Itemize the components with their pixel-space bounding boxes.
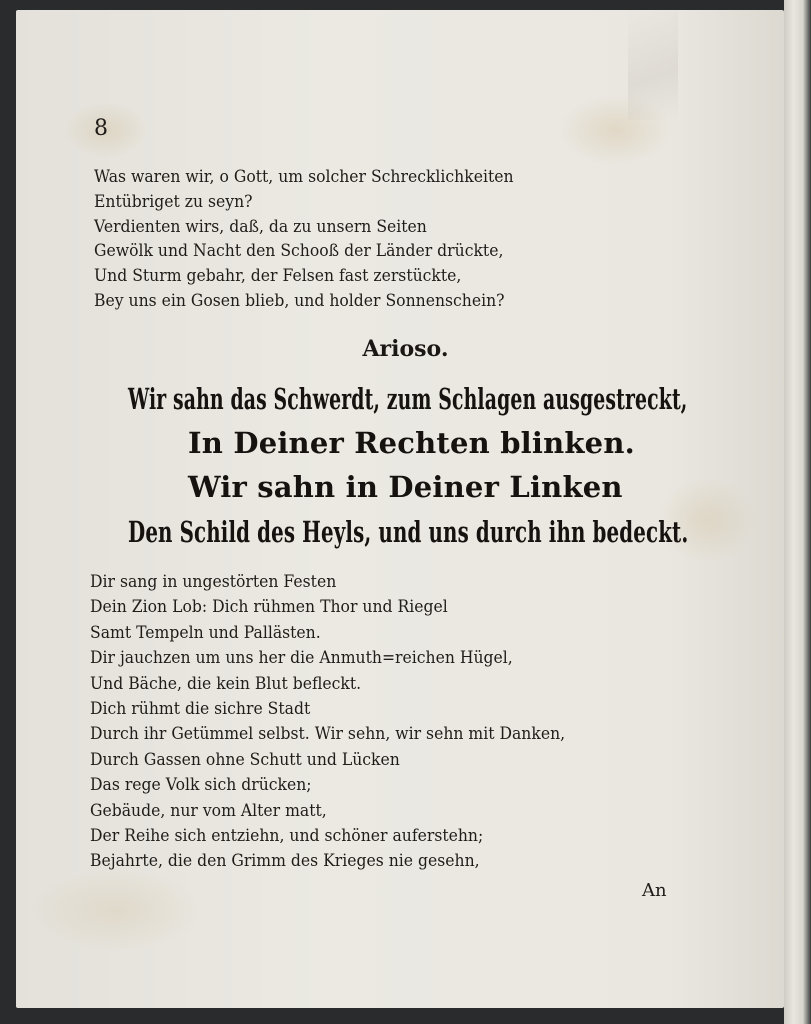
- book-spine: [784, 0, 811, 1024]
- verse-line: Das rege Volk sich drücken;: [90, 775, 312, 796]
- arioso-line: Wir sahn in Deiner Linken: [188, 470, 623, 504]
- verse-line: Dein Zion Lob: Dich rühmen Thor und Riegel: [90, 597, 448, 618]
- verse-line: Der Reihe sich entziehn, und schöner auferstehn;: [90, 825, 484, 846]
- verse-line: Dir sang in ungestörten Festen: [90, 572, 337, 592]
- verse-line: Und Sturm gebahr, der Felsen fast zerstückte,: [94, 266, 462, 287]
- verse-line: Dir jauchzen um uns her die Anmuth=reichen Hügel,: [90, 648, 513, 669]
- verse-line: Durch ihr Getümmel selbst. Wir sehn, wir sehn mit Danken,: [90, 724, 566, 745]
- page-fold-shadow: [628, 10, 678, 120]
- verse-line: Verdienten wirs, daß, da zu unsern Seiten: [94, 216, 427, 237]
- arioso-line: Wir sahn das Schwerdt, zum Schlagen ausgestreckt,: [128, 382, 688, 416]
- verse-line: Durch Gassen ohne Schutt und Lücken: [90, 749, 400, 770]
- catchword: An: [642, 880, 667, 901]
- verse-line: Gewölk und Nacht den Schooß der Länder drückte,: [94, 241, 504, 262]
- verse-line: Samt Tempeln und Pallästen.: [90, 622, 321, 643]
- verse-line: Und Bäche, die kein Blut befleckt.: [90, 673, 362, 694]
- stanza-2: [90, 570, 710, 875]
- verse-line: Bejahrte, die den Grimm des Krieges nie gesehn,: [90, 851, 480, 872]
- verse-line: Entübriget zu seyn?: [94, 191, 253, 212]
- verse-line: Was waren wir, o Gott, um solcher Schrecklichkeiten: [94, 167, 514, 187]
- arioso-line: Den Schild des Heyls, und uns durch ihn bedeckt.: [128, 515, 689, 549]
- stanza-1: [94, 165, 714, 314]
- arioso-line: In Deiner Rechten blinken.: [188, 426, 635, 460]
- verse-line: Dich rühmt die sichre Stadt: [90, 698, 311, 719]
- arioso-heading: Arioso.: [362, 336, 449, 362]
- page-number: 8: [94, 116, 108, 141]
- verse-line: Bey uns ein Gosen blieb, und holder Sonnenschein?: [94, 290, 505, 311]
- verse-line: Gebäude, nur vom Alter matt,: [90, 800, 327, 821]
